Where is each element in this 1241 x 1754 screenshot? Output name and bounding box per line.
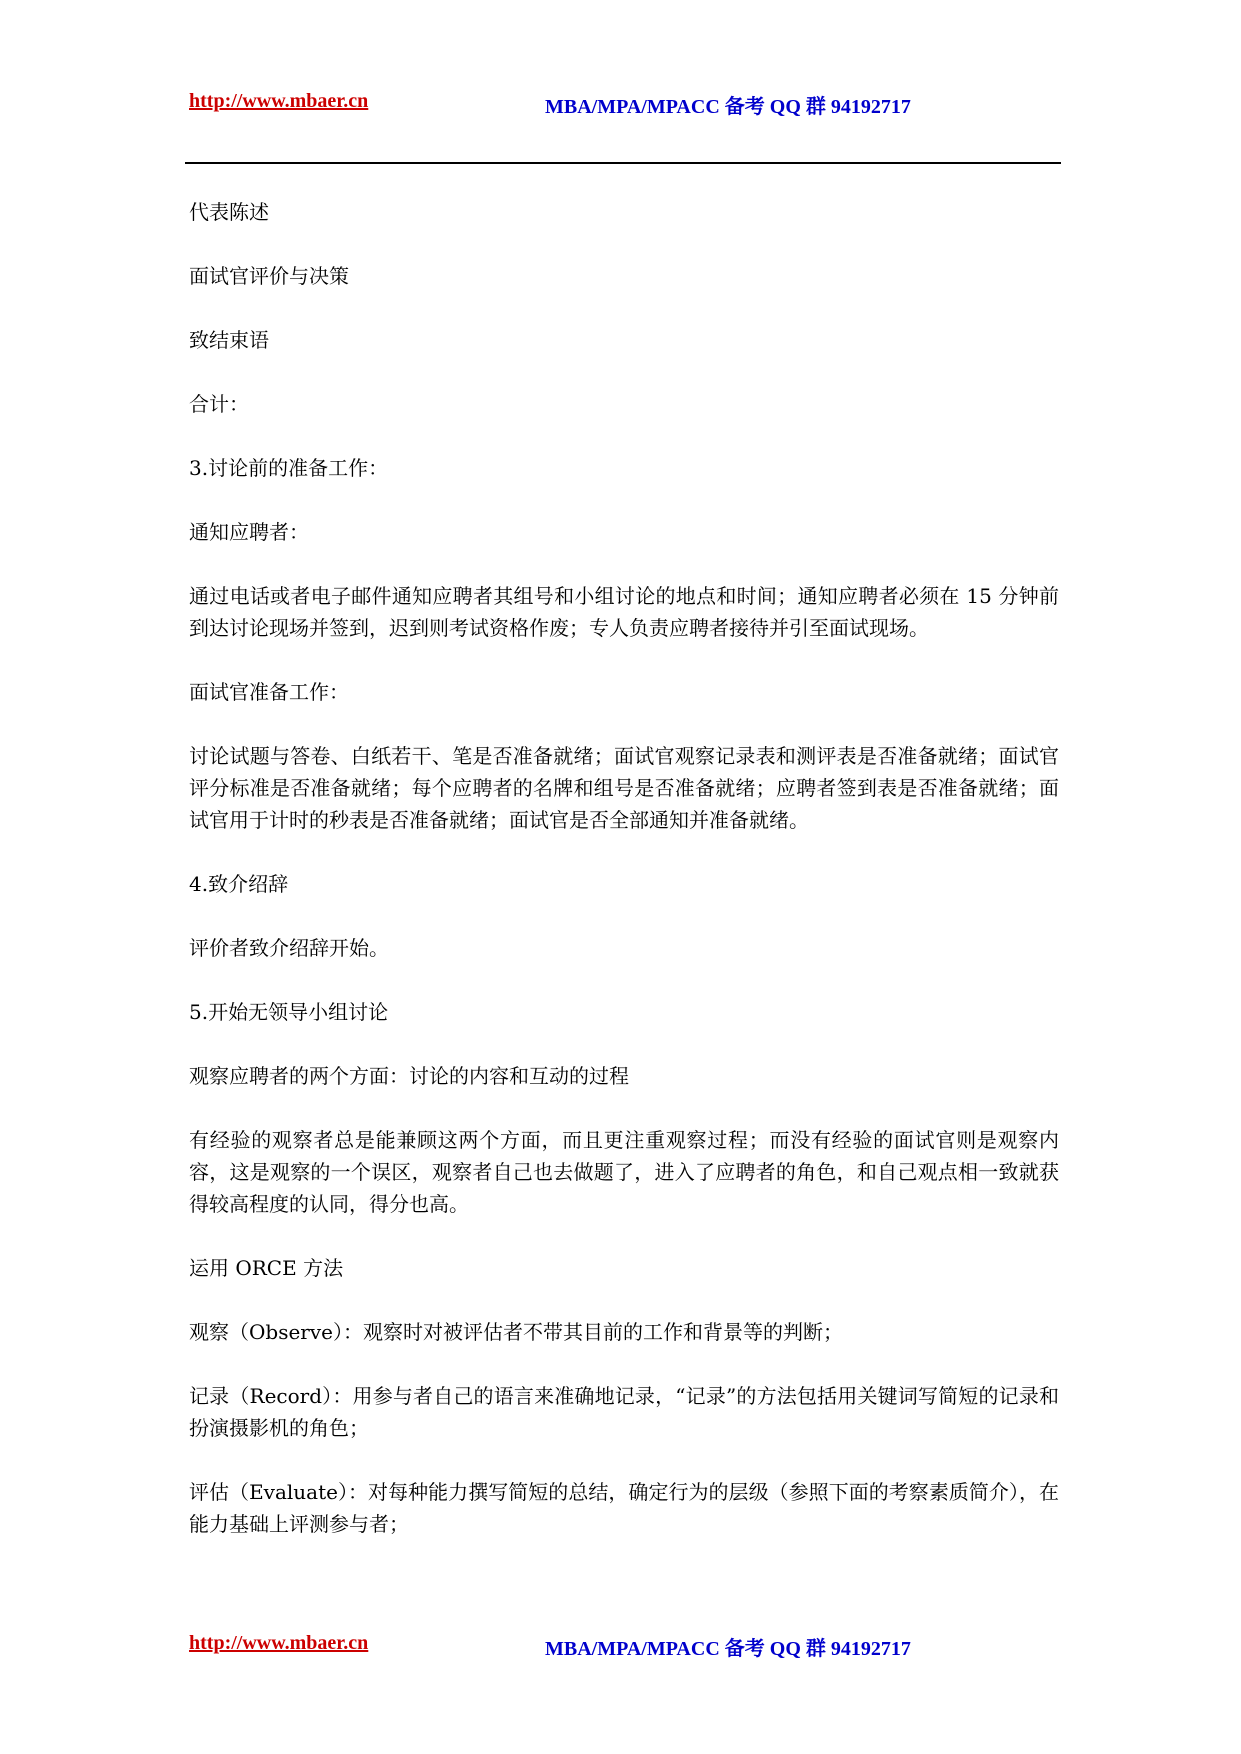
paragraph: 观察（Observe）：观察时对被评估者不带其目前的工作和背景等的判断； (189, 1320, 843, 1344)
paragraph: 代表陈述 (189, 200, 269, 224)
header-website-link[interactable]: http://www.mbaer.cn (189, 90, 369, 112)
paragraph: 通知应聘者： (189, 520, 309, 544)
page-header (189, 90, 1059, 120)
section-heading: 4.致介绍辞 (189, 872, 289, 896)
section-heading: 3.讨论前的准备工作： (189, 456, 389, 480)
paragraph: 运用 ORCE 方法 (189, 1256, 344, 1280)
page-footer (189, 1632, 1059, 1662)
header-divider (185, 162, 1061, 164)
paragraph: 面试官评价与决策 (189, 264, 349, 288)
section-heading: 5.开始无领导小组讨论 (189, 1000, 389, 1024)
paragraph: 通过电话或者电子邮件通知应聘者其组号和小组讨论的地点和时间；通知应聘者必须在 15 分钟前到达讨论现场并签到，迟到则考试资格作废；专人负责应聘者接待并引至面试现场。 (189, 584, 1059, 640)
footer-qq-group-text: MBA/MPA/MPACC 备考 QQ 群 94192717 (545, 1638, 911, 1660)
paragraph: 记录（Record）：用参与者自己的语言来准确地记录，“记录”的方法包括用关键词写简短的记录和扮演摄影机的角色； (189, 1384, 1059, 1440)
document-body (189, 196, 1059, 1572)
paragraph: 评估（Evaluate）：对每种能力撰写简短的总结，确定行为的层级（参照下面的考察素质简介），在能力基础上评测参与者； (189, 1480, 1059, 1536)
paragraph: 评价者致介绍辞开始。 (189, 936, 389, 960)
paragraph: 观察应聘者的两个方面：讨论的内容和互动的过程 (189, 1064, 629, 1088)
paragraph: 合计： (189, 392, 249, 416)
footer-website-link[interactable]: http://www.mbaer.cn (189, 1632, 369, 1654)
paragraph: 有经验的观察者总是能兼顾这两个方面，而且更注重观察过程；而没有经验的面试官则是观察内容，这是观察的一个误区，观察者自己也去做题了，进入了应聘者的角色，和自己观点相一致就获得较高程度的认同，得分也高。 (189, 1128, 1059, 1216)
paragraph: 讨论试题与答卷、白纸若干、笔是否准备就绪；面试官观察记录表和测评表是否准备就绪；面试官评分标准是否准备就绪；每个应聘者的名牌和组号是否准备就绪；应聘者签到表是否准备就绪；面试官用于计时的秒表是否准备就绪；面试官是否全部通知并准备就绪。 (189, 744, 1059, 832)
paragraph: 致结束语 (189, 328, 269, 352)
paragraph: 面试官准备工作： (189, 680, 349, 704)
header-qq-group-text: MBA/MPA/MPACC 备考 QQ 群 94192717 (545, 96, 911, 118)
